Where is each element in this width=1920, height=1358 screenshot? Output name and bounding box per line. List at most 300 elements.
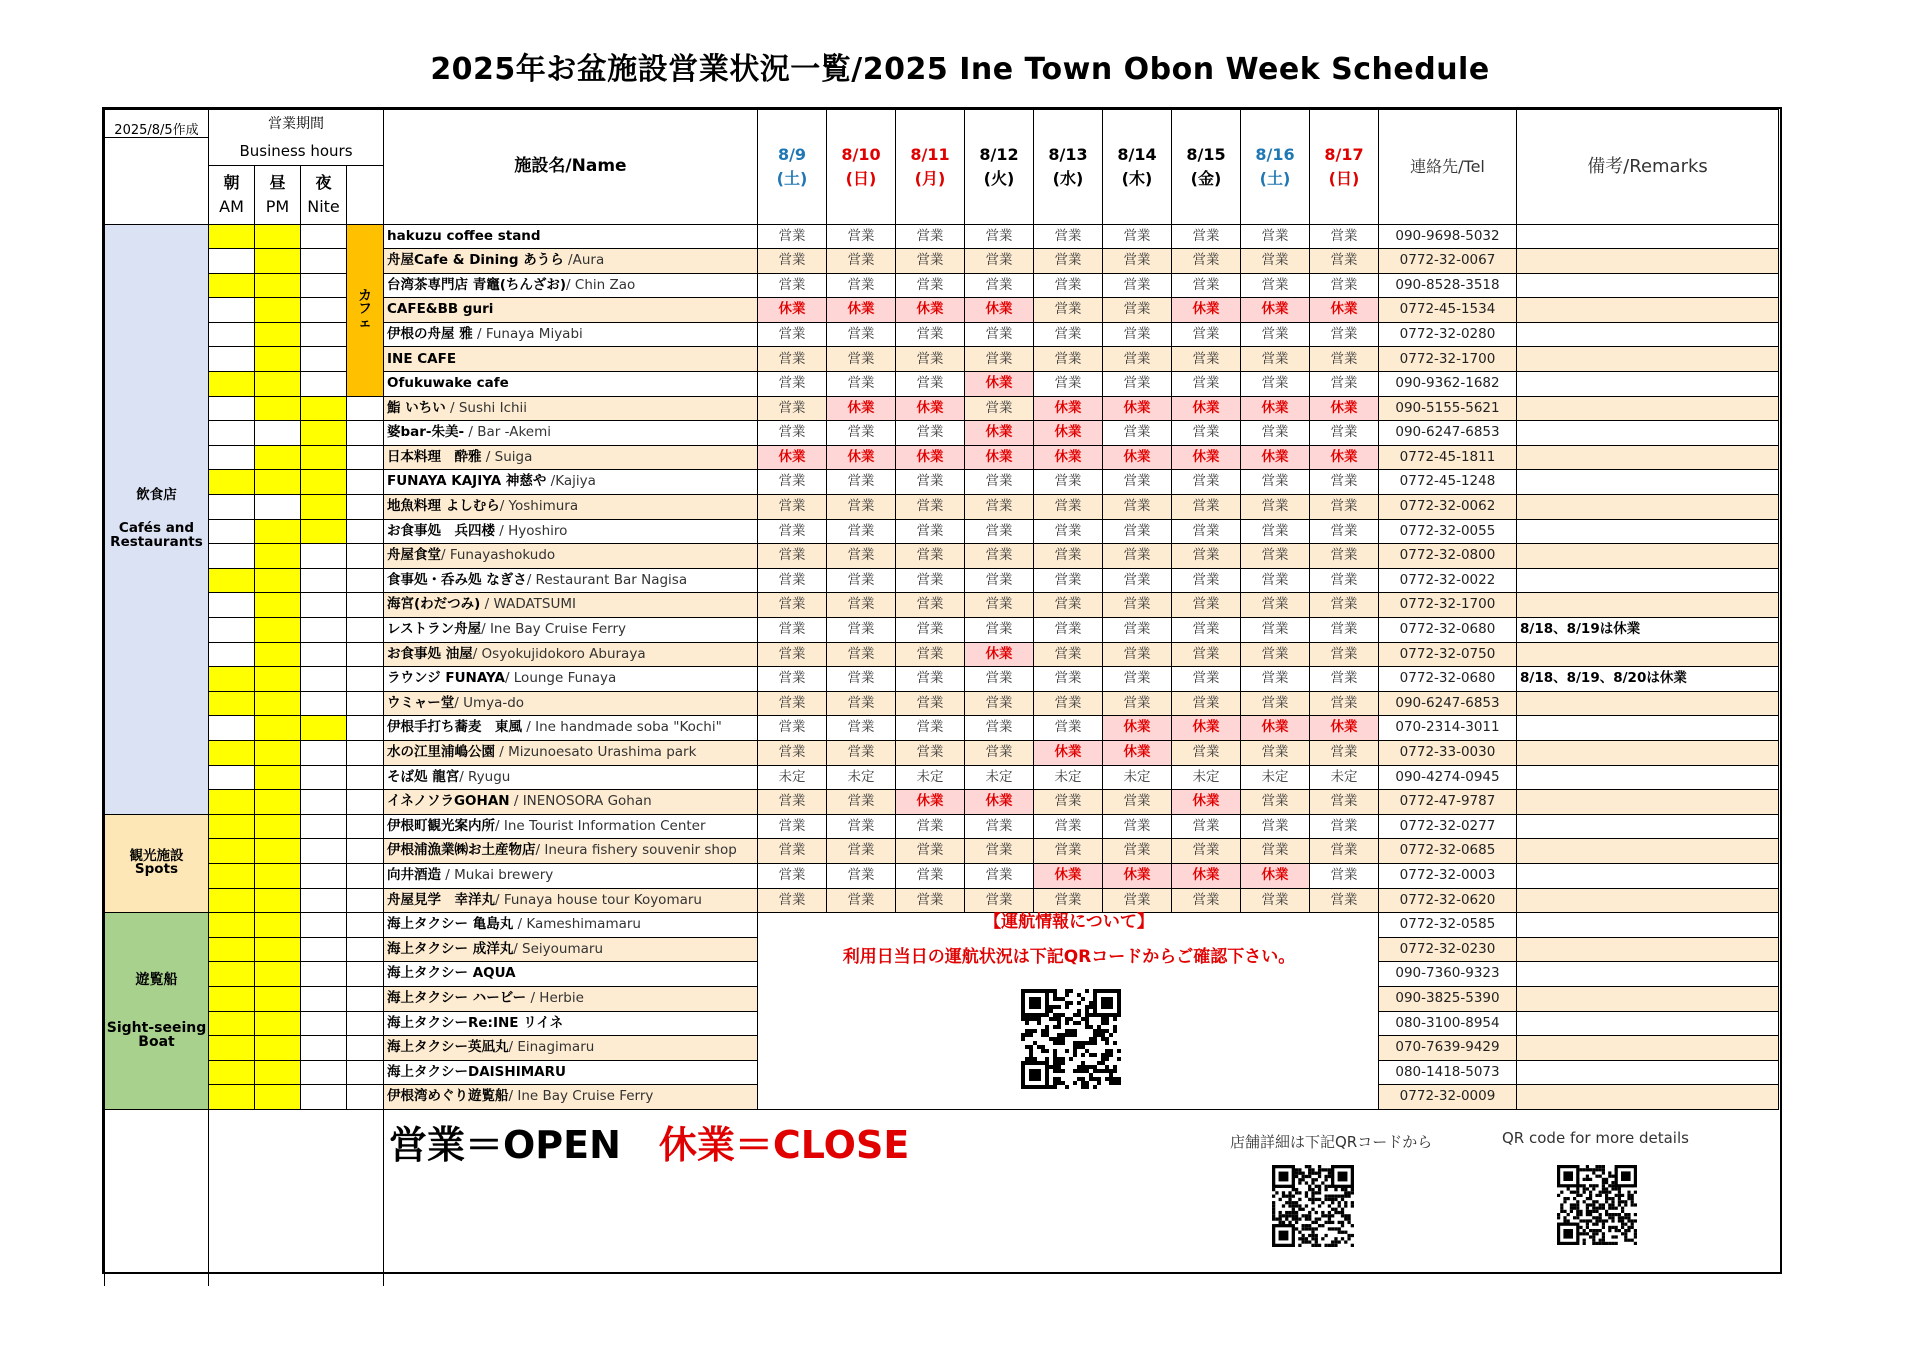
status-cell: 営業	[965, 667, 1034, 692]
hours-cell	[209, 1036, 255, 1061]
tel-cell[interactable]: 090-7360-9323	[1379, 962, 1517, 987]
facility-name-jp: 海上タクシーRe:INE リイネ	[387, 1014, 564, 1031]
date-heading	[827, 110, 896, 225]
status-cell: 営業	[896, 347, 965, 372]
facility-name	[384, 740, 758, 765]
status-cell: 休業	[1034, 421, 1103, 446]
status-cell: 休業	[1103, 740, 1172, 765]
status-cell: 休業	[758, 298, 827, 323]
remarks-cell: 8/18、8/19、8/20は休業	[1517, 667, 1779, 692]
status-cell: 営業	[1103, 322, 1172, 347]
status-cell: 営業	[827, 519, 896, 544]
status-cell: 営業	[758, 888, 827, 913]
status-cell: 営業	[758, 273, 827, 298]
hours-cell	[301, 765, 347, 790]
status-cell: 営業	[1034, 839, 1103, 864]
date-heading	[965, 110, 1034, 225]
cafe-spacer	[347, 421, 384, 446]
status-cell: 営業	[758, 396, 827, 421]
facility-row	[105, 642, 1779, 667]
facility-row	[105, 470, 1779, 495]
status-cell: 営業	[896, 593, 965, 618]
hours-cell	[255, 519, 301, 544]
status-cell: 営業	[1241, 519, 1310, 544]
facility-name-en: / Funaya house tour Koyomaru	[495, 891, 702, 908]
status-cell: 休業	[965, 372, 1034, 397]
hours-cell	[255, 249, 301, 274]
facility-name-jp: 舟屋食堂	[387, 547, 441, 564]
status-cell: 営業	[758, 593, 827, 618]
status-cell: 営業	[1172, 544, 1241, 569]
status-cell: 営業	[1034, 691, 1103, 716]
status-cell: 営業	[1310, 470, 1379, 495]
tel-cell[interactable]: 0772-32-0067	[1379, 249, 1517, 274]
hours-cell	[209, 716, 255, 741]
hours-cell	[255, 347, 301, 372]
facility-name-jp: 伊根浦漁業㈱お土産物店	[387, 842, 536, 859]
hours-cell	[255, 937, 301, 962]
tel-cell[interactable]: 0772-32-0022	[1379, 568, 1517, 593]
remarks-cell	[1517, 347, 1779, 372]
status-cell: 休業	[896, 790, 965, 815]
status-cell: 営業	[1310, 839, 1379, 864]
facility-row	[105, 667, 1779, 692]
status-cell: 営業	[896, 667, 965, 692]
facility-row	[105, 740, 1779, 765]
facility-name-en: / Herbie	[526, 989, 584, 1006]
facility-name	[384, 273, 758, 298]
facility-name	[384, 249, 758, 274]
facility-name-jp: そば処 龍宮	[387, 768, 460, 785]
date-label: 8/12	[979, 144, 1019, 164]
status-cell: 営業	[1172, 839, 1241, 864]
status-cell: 営業	[1241, 618, 1310, 643]
weekday-label: (月)	[914, 168, 946, 188]
hours-heading-jp: 営業期間	[209, 110, 384, 138]
hours-cell	[255, 593, 301, 618]
facility-name	[384, 790, 758, 815]
weekday-label: (水)	[1052, 168, 1084, 188]
remarks-cell	[1517, 396, 1779, 421]
weekday-label: (日)	[845, 168, 877, 188]
date-heading	[1172, 110, 1241, 225]
facility-name-en: / Einagimaru	[508, 1039, 595, 1056]
tel-cell[interactable]: 0772-32-0280	[1379, 322, 1517, 347]
facility-name-jp: 海上タクシー ハービー	[387, 989, 527, 1006]
status-cell: 営業	[1034, 888, 1103, 913]
status-cell: 営業	[896, 888, 965, 913]
status-cell: 営業	[758, 347, 827, 372]
hours-cell	[209, 544, 255, 569]
facility-name-jp: 海上タクシー AQUA	[387, 965, 516, 982]
facility-name-jp: イネノソラGOHAN	[387, 793, 510, 810]
status-cell: 営業	[1103, 667, 1172, 692]
hours-cell	[301, 1060, 347, 1085]
date-heading	[758, 110, 827, 225]
facility-row	[105, 765, 1779, 790]
weekday-label: (金)	[1190, 168, 1222, 188]
tel-cell[interactable]: 090-4274-0945	[1379, 765, 1517, 790]
facility-name-en: / Seiyoumaru	[513, 940, 604, 957]
facility-name-en: / Osyokujidokoro Aburaya	[472, 645, 646, 662]
status-cell: 営業	[758, 224, 827, 249]
status-cell: 営業	[1241, 691, 1310, 716]
cafe-spacer	[347, 1085, 384, 1110]
remarks-cell	[1517, 249, 1779, 274]
date-label: 8/17	[1324, 144, 1364, 164]
status-cell: 営業	[1172, 347, 1241, 372]
facility-name-en: / Ine Bay Cruise Ferry	[508, 1088, 654, 1105]
hours-cell	[209, 667, 255, 692]
status-cell: 営業	[896, 224, 965, 249]
status-cell: 休業	[1172, 790, 1241, 815]
facility-name-en: / Funayashokudo	[441, 547, 556, 564]
status-cell: 営業	[1172, 642, 1241, 667]
cafe-spacer	[347, 691, 384, 716]
status-cell: 未定	[1310, 765, 1379, 790]
hours-cell	[301, 470, 347, 495]
tel-cell[interactable]: 0772-32-0750	[1379, 642, 1517, 667]
hours-cell	[301, 1085, 347, 1110]
status-cell: 営業	[758, 568, 827, 593]
status-cell: 営業	[827, 249, 896, 274]
status-cell: 休業	[1172, 298, 1241, 323]
facility-name-jp: 伊根町観光案内所	[387, 817, 495, 834]
tel-cell[interactable]: 080-1418-5073	[1379, 1060, 1517, 1085]
hours-cell	[255, 863, 301, 888]
facility-name-jp: 水の江里浦嶋公園	[387, 744, 495, 761]
tel-cell[interactable]: 090-6247-6853	[1379, 691, 1517, 716]
cafe-spacer	[347, 962, 384, 987]
hours-cell	[209, 372, 255, 397]
facility-name	[384, 396, 758, 421]
status-cell: 休業	[1241, 396, 1310, 421]
facility-name-en: / Bar -Akemi	[464, 424, 552, 441]
remarks-cell	[1517, 863, 1779, 888]
facility-name-jp: 海上タクシー 成洋丸	[387, 940, 514, 957]
hours-cell	[301, 396, 347, 421]
status-cell: 休業	[1034, 396, 1103, 421]
status-cell: 営業	[965, 249, 1034, 274]
tel-cell[interactable]: 0772-32-0062	[1379, 495, 1517, 520]
remarks-cell	[1517, 470, 1779, 495]
remarks-cell	[1517, 790, 1779, 815]
footer-left	[105, 1109, 209, 1286]
status-cell: 営業	[1034, 224, 1103, 249]
status-cell: 営業	[1241, 814, 1310, 839]
tel-cell[interactable]: 0772-32-0003	[1379, 863, 1517, 888]
tel-cell[interactable]: 090-6247-6853	[1379, 421, 1517, 446]
hours-cell	[255, 888, 301, 913]
hours-cell	[301, 544, 347, 569]
category-restaurants	[105, 224, 209, 814]
facility-row	[105, 396, 1779, 421]
date-label: 8/9	[777, 144, 807, 164]
hours-cell	[301, 937, 347, 962]
hours-cell	[301, 445, 347, 470]
tel-cell[interactable]: 0772-32-0685	[1379, 839, 1517, 864]
status-cell: 営業	[1310, 249, 1379, 274]
hours-cell	[301, 716, 347, 741]
hours-cell	[255, 568, 301, 593]
header-spacer	[347, 165, 384, 224]
status-cell: 営業	[1103, 814, 1172, 839]
status-cell: 営業	[1241, 347, 1310, 372]
status-cell: 営業	[965, 863, 1034, 888]
hours-cell	[301, 224, 347, 249]
hours-cell	[301, 519, 347, 544]
facility-name-jp: 伊根の舟屋 雅	[387, 325, 473, 342]
status-cell: 未定	[1103, 765, 1172, 790]
status-cell: 休業	[896, 396, 965, 421]
cafe-spacer	[347, 396, 384, 421]
remarks-cell	[1517, 224, 1779, 249]
facility-name-en: /Aura	[563, 252, 605, 269]
hours-cell	[255, 913, 301, 938]
date-label: 8/11	[910, 144, 950, 164]
tel-cell[interactable]: 0772-32-0009	[1379, 1085, 1517, 1110]
status-cell: 営業	[1034, 667, 1103, 692]
cafe-spacer	[347, 519, 384, 544]
status-cell: 営業	[896, 421, 965, 446]
status-cell: 営業	[1103, 888, 1172, 913]
tel-cell[interactable]: 090-9698-5032	[1379, 224, 1517, 249]
facility-name-en: / Ine handmade soba "Kochi"	[522, 719, 722, 736]
tel-cell[interactable]: 0772-47-9787	[1379, 790, 1517, 815]
header-spacer	[105, 138, 209, 225]
status-cell: 営業	[758, 790, 827, 815]
status-cell: 営業	[758, 740, 827, 765]
status-cell: 営業	[758, 814, 827, 839]
tel-cell[interactable]: 070-7639-9429	[1379, 1036, 1517, 1061]
cafe-spacer	[347, 913, 384, 938]
hours-cell	[209, 642, 255, 667]
cafe-spacer	[347, 1060, 384, 1085]
facility-row	[105, 568, 1779, 593]
tel-cell[interactable]: 090-3825-5390	[1379, 986, 1517, 1011]
hours-cell	[255, 716, 301, 741]
status-cell: 営業	[758, 691, 827, 716]
status-cell: 営業	[1103, 618, 1172, 643]
tel-cell[interactable]: 0772-32-0277	[1379, 814, 1517, 839]
status-cell: 休業	[1310, 298, 1379, 323]
hours-cell	[255, 1060, 301, 1085]
remarks-cell	[1517, 765, 1779, 790]
ferry-qr-code-icon[interactable]	[1021, 989, 1121, 1089]
status-cell: 営業	[1034, 273, 1103, 298]
date-label: 8/13	[1048, 144, 1088, 164]
am-heading-en: AM	[219, 196, 244, 216]
category-boats-en: Sight-seeing Boat	[106, 1020, 207, 1050]
status-cell: 休業	[1034, 445, 1103, 470]
hours-cell	[301, 913, 347, 938]
status-cell: 休業	[1103, 716, 1172, 741]
status-cell: 営業	[1034, 544, 1103, 569]
status-cell: 営業	[1034, 372, 1103, 397]
status-cell: 休業	[827, 396, 896, 421]
facility-name-en: / Ine Bay Cruise Ferry	[481, 621, 626, 638]
tel-cell[interactable]: 0772-32-1700	[1379, 347, 1517, 372]
status-cell: 営業	[827, 470, 896, 495]
status-cell: 営業	[827, 593, 896, 618]
status-cell: 営業	[896, 495, 965, 520]
status-cell: 営業	[758, 642, 827, 667]
tel-cell[interactable]: 0772-32-0800	[1379, 544, 1517, 569]
status-cell: 営業	[1172, 667, 1241, 692]
facility-name-jp: ウミャー堂	[387, 694, 455, 711]
facility-name	[384, 888, 758, 913]
remarks-cell	[1517, 421, 1779, 446]
status-cell: 営業	[896, 740, 965, 765]
tel-cell[interactable]: 0772-32-0585	[1379, 913, 1517, 938]
cafe-spacer	[347, 470, 384, 495]
hours-cell	[209, 593, 255, 618]
status-cell: 営業	[965, 273, 1034, 298]
status-cell: 休業	[1241, 298, 1310, 323]
tel-cell[interactable]: 090-9362-1682	[1379, 372, 1517, 397]
tel-cell[interactable]: 0772-32-0055	[1379, 519, 1517, 544]
facility-name-jp: 鮨 いちい	[387, 399, 446, 416]
facility-name-jp: CAFE&BB guri	[387, 301, 494, 318]
status-cell: 休業	[965, 421, 1034, 446]
status-cell: 営業	[1172, 249, 1241, 274]
hours-cell	[209, 421, 255, 446]
facility-name	[384, 495, 758, 520]
status-cell: 営業	[758, 667, 827, 692]
tel-cell[interactable]: 0772-32-0620	[1379, 888, 1517, 913]
cafe-spacer	[347, 986, 384, 1011]
hours-cell	[209, 347, 255, 372]
hours-cell	[301, 421, 347, 446]
tel-cell[interactable]: 0772-45-1248	[1379, 470, 1517, 495]
details-qr-code-jp-icon[interactable]	[1272, 1165, 1354, 1247]
tel-cell[interactable]: 0772-33-0030	[1379, 740, 1517, 765]
status-cell: 営業	[827, 740, 896, 765]
status-cell: 営業	[1034, 790, 1103, 815]
facility-row	[105, 716, 1779, 741]
status-cell: 営業	[965, 544, 1034, 569]
remarks-cell	[1517, 298, 1779, 323]
status-cell: 営業	[758, 470, 827, 495]
hours-cell	[255, 372, 301, 397]
tel-cell[interactable]: 070-2314-3011	[1379, 716, 1517, 741]
cafe-spacer	[347, 544, 384, 569]
hours-cell	[301, 986, 347, 1011]
hours-cell	[255, 298, 301, 323]
hours-cell	[301, 298, 347, 323]
hours-cell	[301, 618, 347, 643]
status-cell: 営業	[827, 716, 896, 741]
hours-cell	[301, 642, 347, 667]
hours-cell	[209, 495, 255, 520]
tel-cell[interactable]: 0772-32-0680	[1379, 667, 1517, 692]
remarks-cell	[1517, 445, 1779, 470]
qr-label-jp: 店舗詳細は下記QRコードから	[1230, 1133, 1433, 1151]
hours-cell	[209, 765, 255, 790]
hours-cell	[255, 642, 301, 667]
status-cell: 営業	[1310, 790, 1379, 815]
cafe-spacer	[347, 937, 384, 962]
hours-cell	[301, 667, 347, 692]
status-cell: 休業	[1241, 445, 1310, 470]
tel-cell[interactable]: 0772-32-0680	[1379, 618, 1517, 643]
status-cell: 営業	[827, 814, 896, 839]
hours-cell	[209, 568, 255, 593]
status-cell: 休業	[1241, 863, 1310, 888]
tel-cell[interactable]: 090-8528-3518	[1379, 273, 1517, 298]
status-cell: 営業	[758, 249, 827, 274]
status-cell: 営業	[758, 863, 827, 888]
hours-cell	[209, 396, 255, 421]
details-qr-code-en-icon[interactable]	[1557, 1165, 1637, 1245]
status-cell: 営業	[827, 347, 896, 372]
status-cell: 営業	[896, 568, 965, 593]
created-date: 2025/8/5作成	[105, 110, 209, 138]
status-cell: 営業	[1103, 249, 1172, 274]
status-cell: 営業	[1241, 470, 1310, 495]
notice-body: 利用日当日の運航状況は下記QRコードからご確認下さい。	[842, 947, 1296, 967]
status-cell: 休業	[1310, 716, 1379, 741]
tel-cell[interactable]: 090-5155-5621	[1379, 396, 1517, 421]
status-cell: 営業	[827, 790, 896, 815]
tel-heading: 連絡先/Tel	[1379, 110, 1517, 225]
legend-open: 営業＝OPEN	[389, 1123, 621, 1167]
status-cell: 営業	[1034, 298, 1103, 323]
hours-cell	[255, 1085, 301, 1110]
status-legend	[389, 1114, 909, 1169]
hours-cell	[209, 863, 255, 888]
status-cell: 休業	[1034, 740, 1103, 765]
tel-cell[interactable]: 0772-45-1534	[1379, 298, 1517, 323]
remarks-cell	[1517, 814, 1779, 839]
cafe-spacer	[347, 568, 384, 593]
facility-name	[384, 1011, 758, 1036]
status-cell: 営業	[758, 495, 827, 520]
hours-cell	[255, 618, 301, 643]
status-cell: 営業	[1103, 347, 1172, 372]
status-cell: 休業	[965, 642, 1034, 667]
facility-name	[384, 765, 758, 790]
facility-name-en: / INENOSORA Gohan	[509, 793, 652, 810]
tel-cell[interactable]: 0772-32-0230	[1379, 937, 1517, 962]
status-cell: 営業	[827, 495, 896, 520]
tel-cell[interactable]: 080-3100-8954	[1379, 1011, 1517, 1036]
status-cell: 営業	[965, 814, 1034, 839]
hours-cell	[301, 863, 347, 888]
facility-name-en: / Mizunoesato Urashima park	[495, 744, 697, 761]
facility-name-jp: レストラン舟屋	[387, 621, 482, 638]
hours-cell	[255, 667, 301, 692]
hours-cell	[209, 1060, 255, 1085]
tel-cell[interactable]: 0772-45-1811	[1379, 445, 1517, 470]
facility-name	[384, 814, 758, 839]
remarks-cell	[1517, 1011, 1779, 1036]
facility-name-jp: 地魚料理 よしむら	[387, 498, 500, 515]
facility-name	[384, 691, 758, 716]
status-cell: 営業	[1103, 790, 1172, 815]
status-cell: 営業	[1172, 470, 1241, 495]
status-cell: 休業	[965, 790, 1034, 815]
legend-close: 休業＝CLOSE	[658, 1123, 910, 1167]
facility-name-jp: 台湾茶専門店 青竈(ちんざお)	[387, 276, 567, 293]
facility-name	[384, 716, 758, 741]
tel-cell[interactable]: 0772-32-1700	[1379, 593, 1517, 618]
facility-row	[105, 544, 1779, 569]
hours-cell	[255, 765, 301, 790]
status-cell: 営業	[1034, 519, 1103, 544]
status-cell: 営業	[1034, 249, 1103, 274]
hours-cell	[209, 888, 255, 913]
